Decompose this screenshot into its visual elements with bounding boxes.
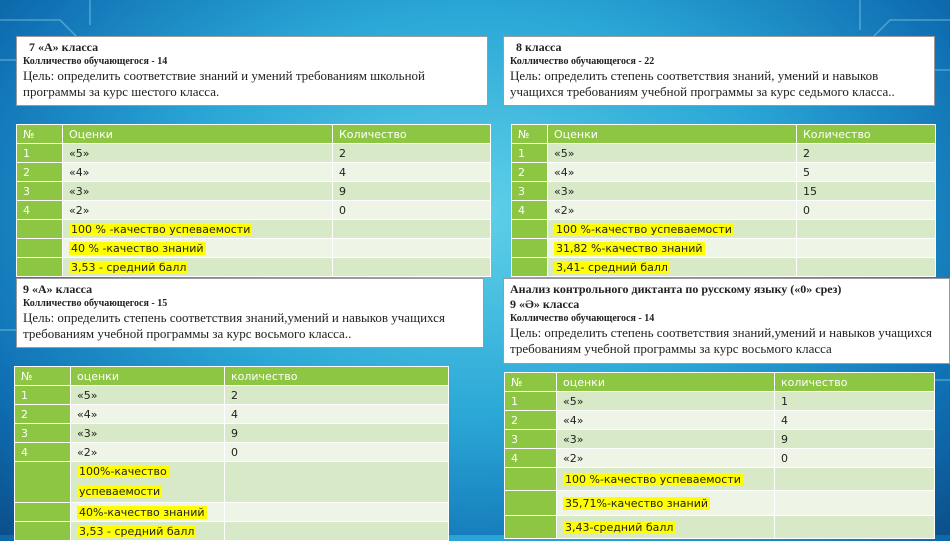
table-row: 4 «2» 0 [17, 201, 491, 220]
col-number: № [17, 125, 63, 144]
table-row: 1 «5» 2 [15, 386, 449, 405]
summary-row [505, 491, 935, 516]
col-grade: оценки [71, 367, 225, 386]
table-row: 2 «4» 4 [17, 163, 491, 182]
table-row: 1 «5» 2 [512, 144, 936, 163]
knowledge-quality: 40 % -качество знаний [71, 241, 204, 255]
class-7a-grades-table [16, 124, 491, 277]
col-grade: оценки [557, 373, 775, 392]
summary-row [15, 462, 449, 503]
table-row: 2 «4» 5 [512, 163, 936, 182]
summary-row [15, 522, 449, 541]
summary-row [17, 239, 491, 258]
class-7a-count: Колличество обучающегося - 14 [23, 56, 168, 67]
knowledge-quality: 35,71%-качество знаний [565, 496, 708, 510]
summary-row [505, 516, 935, 539]
performance-quality-cont: успеваемости [79, 485, 161, 498]
performance-quality: 100 %-качество успеваемости [565, 472, 741, 486]
class-9ae-count: Колличество обучающегося - 14 [510, 313, 655, 324]
table-row: 3 «3» 9 [17, 182, 491, 201]
class-9ae-grades-table [504, 372, 935, 539]
table-row: 4 «2» 0 [15, 443, 449, 462]
class-8-goal: Цель: определить степень соответствия знаний, умений и навыков учащихся требованиям учебной программы за курс седьмого класса.. [510, 68, 895, 99]
class-7a-info [16, 36, 488, 106]
dictation-title: Анализ контрольного диктанта по русскому языку («0» срез) [510, 282, 842, 296]
col-count: Количество [333, 125, 491, 144]
summary-row [17, 220, 491, 239]
summary-row [512, 239, 936, 258]
class-9a-title: 9 «А» класса [23, 282, 93, 296]
table-row: 3 «3» 9 [505, 430, 935, 449]
col-number: № [15, 367, 71, 386]
class-8-grades-table [511, 124, 936, 277]
class-9ae-info [503, 278, 950, 364]
summary-row [512, 220, 936, 239]
col-grade: Оценки [548, 125, 797, 144]
knowledge-quality: 31,82 %-качество знаний [556, 241, 703, 255]
col-count: количество [775, 373, 935, 392]
col-grade: Оценки [63, 125, 333, 144]
class-9a-goal: Цель: определить степень соответствия знаний,умений и навыков учащихся требованиям учебной программы за курс восьмого класса.. [23, 310, 445, 341]
col-count: количество [225, 367, 449, 386]
average-score: 3,43-средний балл [565, 520, 674, 534]
class-7a-goal: Цель: определить соответствие знаний и умений требованиям школьной программы за курс шестого класса. [23, 68, 425, 99]
performance-quality: 100 %-качество успеваемости [556, 222, 732, 236]
average-score: 3,41- средний балл [556, 260, 668, 274]
class-9a-grades-table [14, 366, 449, 541]
col-number: № [505, 373, 557, 392]
table-row: 1 «5» 1 [505, 392, 935, 411]
knowledge-quality: 40%-качество знаний [79, 505, 205, 519]
class-8-count: Колличество обучающегося - 22 [510, 56, 655, 67]
table-row: 4 «2» 0 [512, 201, 936, 220]
summary-row [505, 468, 935, 491]
average-score: 3,53 - средний балл [71, 260, 187, 274]
col-count: Количество [797, 125, 936, 144]
class-7a-title: 7 «А» класса [29, 40, 99, 54]
class-8-title: 8 класса [516, 40, 562, 54]
class-9a-info [16, 278, 484, 348]
table-row: 2 «4» 4 [15, 405, 449, 424]
class-9ae-title: 9 «Ә» класса [510, 297, 580, 311]
summary-row [15, 503, 449, 522]
class-8-info [503, 36, 935, 106]
table-row: 3 «3» 9 [15, 424, 449, 443]
class-9ae-goal: Цель: определить степень соответствия знаний,умений и навыков учащихся требованиям учебной программы за курс восьмого класса [510, 325, 932, 356]
performance-quality: 100%-качество [79, 465, 167, 478]
col-number: № [512, 125, 548, 144]
performance-quality: 100 % -качество успеваемости [71, 222, 251, 236]
summary-row [17, 258, 491, 277]
table-row: 3 «3» 15 [512, 182, 936, 201]
average-score: 3,53 - средний балл [79, 524, 195, 538]
table-row: 1 «5» 2 [17, 144, 491, 163]
summary-row [512, 258, 936, 277]
table-row: 4 «2» 0 [505, 449, 935, 468]
table-row: 2 «4» 4 [505, 411, 935, 430]
class-9a-count: Колличество обучающегося - 15 [23, 298, 168, 309]
